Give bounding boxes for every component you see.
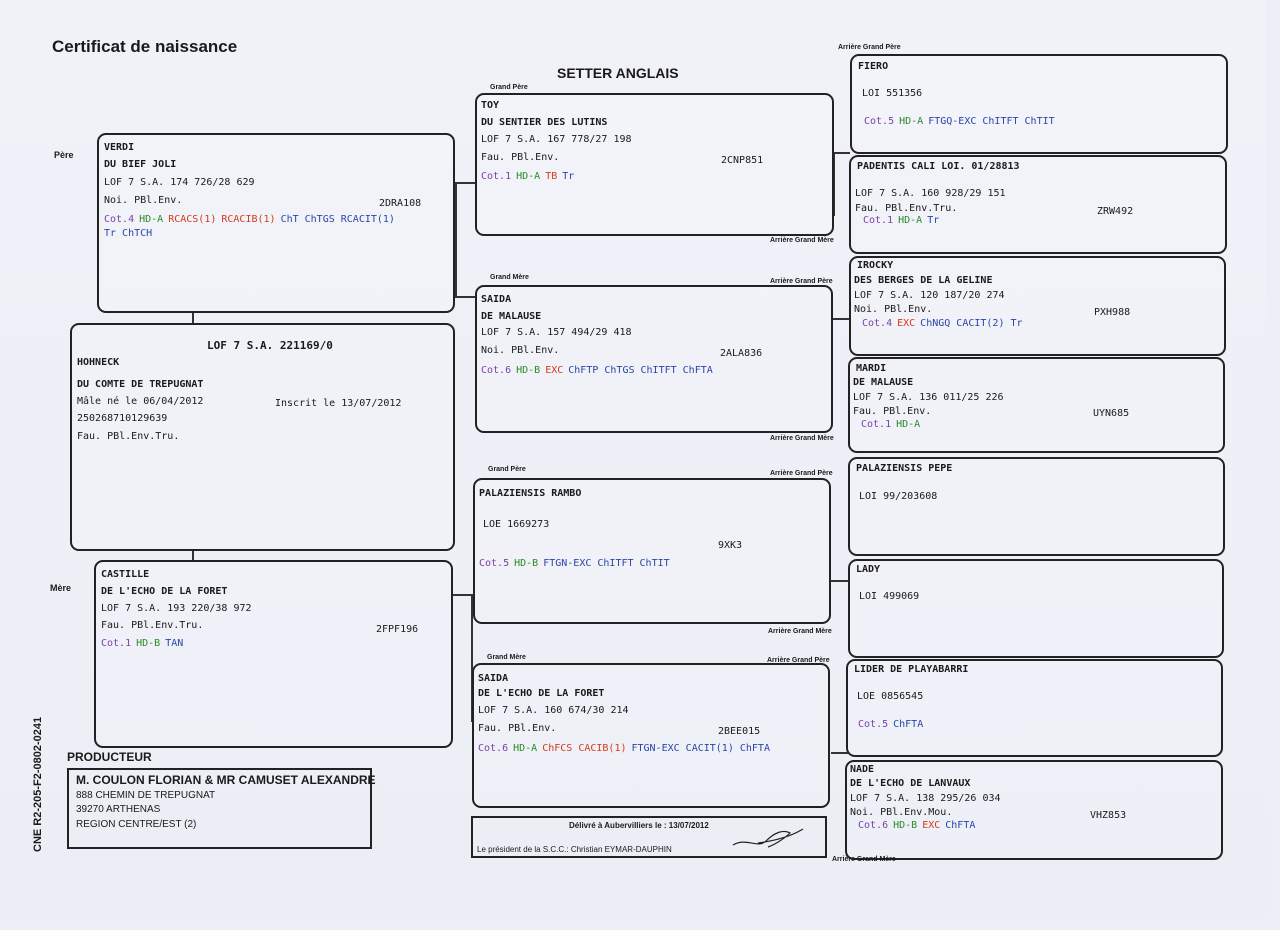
ggp-2-box: PADENTIS CALI LOI. 01/28813 LOF 7 S.A. 160 928/29 151 Fau. PBl.Env.Tru. ZRW492 Cot.1 HD-A Tr <box>849 155 1227 254</box>
signature-icon <box>728 823 808 853</box>
subject-inscrit: Inscrit le 13/07/2012 <box>275 398 402 409</box>
subject-birth: Mâle né le 06/04/2012 <box>77 396 204 407</box>
delivery-box: Délivré à Aubervilliers le : 13/07/2012 Le président de la S.C.C.: Christian EYMAR-DAUPHIN <box>471 816 827 858</box>
sire-titles-2: Tr ChTCH <box>104 228 153 239</box>
dam-tattoo: 2FPF196 <box>376 624 419 635</box>
dam-box <box>94 560 453 748</box>
sire-tattoo: 2DRA108 <box>379 198 422 209</box>
subject-name: HOHNECK <box>77 357 120 368</box>
sire-titles: Cot.4 HD-A RCACS(1) RCACIB(1) ChT ChTGS RCACIT(1) <box>104 214 395 225</box>
certificate-title: Certificat de naissance <box>52 37 238 56</box>
sire-box <box>97 133 455 313</box>
subject-box <box>70 323 455 551</box>
ggp-7-box: LIDER DE PLAYABARRI LOE 0856545 Cot.5 ChFTA <box>846 659 1223 757</box>
subject-lof: LOF 7 S.A. 221169/0 <box>207 339 333 352</box>
grandsire-2-box: PALAZIENSIS RAMBO LOE 1669273 9XK3 Cot.5 HD-B FTGN-EXC ChITFT ChTIT <box>473 478 831 624</box>
sire-lof: LOF 7 S.A. 174 726/28 629 <box>104 177 255 188</box>
producer-heading: PRODUCTEUR <box>67 750 152 764</box>
grandsire-1-box: TOY DU SENTIER DES LUTINS LOF 7 S.A. 167 778/27 198 Fau. PBl.Env. 2CNP851 Cot.1 HD-A TB Tr <box>475 93 834 236</box>
ggp-3-box: IROCKY DES BERGES DE LA GELINE LOF 7 S.A. 120 187/20 274 Noi. PBl.Env. PXH988 Cot.4 EXC ChNGQ CACIT(2) Tr <box>849 256 1226 356</box>
ggp-5-box: PALAZIENSIS PEPE LOI 99/203608 <box>848 457 1225 556</box>
dam-color: Fau. PBl.Env.Tru. <box>101 620 204 631</box>
breed-title: SETTER ANGLAIS <box>557 65 679 81</box>
certificate-reference: CNE R2-205-F2-0802-0241 <box>32 716 44 852</box>
ggp-6-box: LADY LOI 499069 <box>848 559 1224 658</box>
ggp-1-box: FIERO LOI 551356 Cot.5 HD-A FTGQ-EXC ChITFT ChTIT <box>850 54 1228 154</box>
producer-box: M. COULON FLORIAN & MR CAMUSET ALEXANDRE 888 CHEMIN DE TREPUGNAT 39270 ARTHENAS REGION CENTRE/EST (2) <box>67 768 372 849</box>
sire-kennel: DU BIEF JOLI <box>104 159 177 170</box>
ggp-8-box: NADE DE L'ECHO DE LANVAUX LOF 7 S.A. 138 295/26 034 Noi. PBl.Env.Mou. VHZ853 Cot.6 HD-B EXC ChFTA <box>845 760 1223 860</box>
granddam-1-box: SAIDA DE MALAUSE LOF 7 S.A. 157 494/29 418 Noi. PBl.Env. 2ALA836 Cot.6 HD-B EXC ChFTP ChTGS ChITFT ChFTA <box>475 285 833 433</box>
pere-label: Père <box>54 150 74 160</box>
subject-color: Fau. PBl.Env.Tru. <box>77 431 180 442</box>
subject-chip: 250268710129639 <box>77 413 168 424</box>
sire-name: VERDI <box>104 142 135 153</box>
dam-lof: LOF 7 S.A. 193 220/38 972 <box>101 603 252 614</box>
sire-color: Noi. PBl.Env. <box>104 195 183 206</box>
granddam-2-box: SAIDA DE L'ECHO DE LA FORET LOF 7 S.A. 160 674/30 214 Fau. PBl.Env. 2BEE015 Cot.6 HD-A ChFCS CACIB(1) FTGN-EXC CACIT(1) ChFTA <box>472 663 830 808</box>
dam-titles: Cot.1 HD-B TAN <box>101 638 184 649</box>
subject-kennel: DU COMTE DE TREPUGNAT <box>77 379 204 390</box>
ggp-4-box: MARDI DE MALAUSE LOF 7 S.A. 136 011/25 226 Fau. PBl.Env. UYN685 Cot.1 HD-A <box>848 357 1225 453</box>
mere-label: Mère <box>50 583 72 593</box>
dam-kennel: DE L'ECHO DE LA FORET <box>101 586 228 597</box>
dam-name: CASTILLE <box>101 569 150 580</box>
